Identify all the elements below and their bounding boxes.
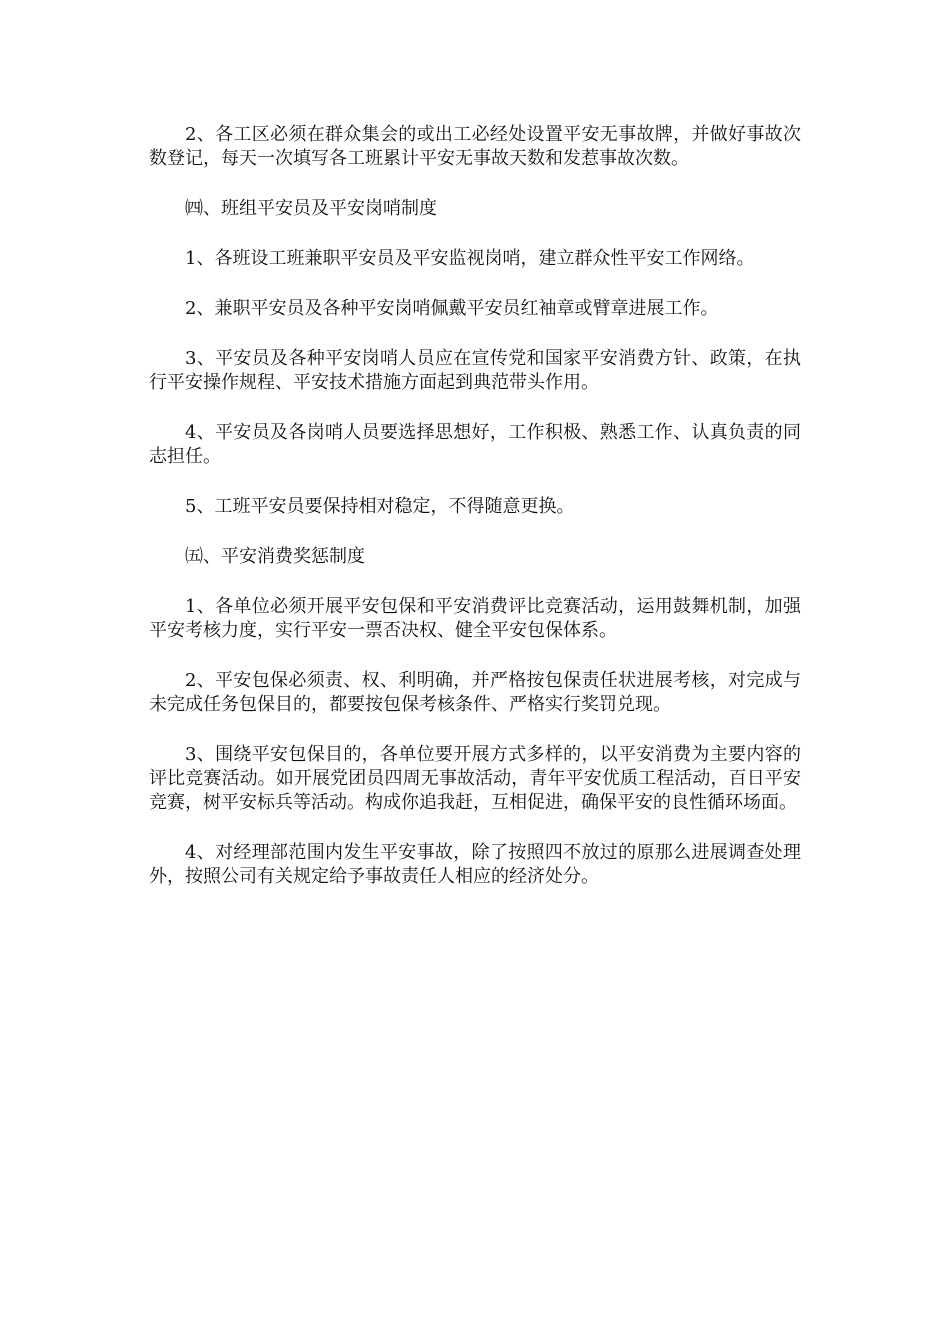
paragraph-5: 3、平安员及各种平安岗哨人员应在宣传党和国家平安消费方针、政策，在执行平安操作规程、平安技术措施方面起到典范带头作用。 [149,348,801,393]
paragraph-12: 4、对经理部范围内发生平安事故，除了按照四不放过的原那么进展调查处理外，按照公司有关规定给予事故责任人相应的经济处分。 [149,842,801,887]
document-body [149,123,801,915]
section-heading-5: ㈤、平安消费奖惩制度 [185,546,365,567]
paragraph-7: 5、工班平安员要保持相对稳定，不得随意更换。 [185,496,575,517]
paragraph-9: 1、各单位必须开展平安包保和平安消费评比竞赛活动，运用鼓舞机制，加强平安考核力度，实行平安一票否决权、健全平安包保体系。 [149,596,801,641]
paragraph-10: 2、平安包保必须责、权、利明确，并严格按包保责任状进展考核，对完成与未完成任务包保目的，都要按包保考核条件、严格实行奖罚兑现。 [149,670,801,715]
paragraph-1: 2、各工区必须在群众集会的或出工必经处设置平安无事故牌，并做好事故次数登记，每天一次填写各工班累计平安无事故天数和发惹事故次数。 [149,124,801,169]
section-heading-4: ㈣、班组平安员及平安岗哨制度 [185,198,437,219]
paragraph-4: 2、兼职平安员及各种平安岗哨佩戴平安员红袖章或臂章进展工作。 [185,298,719,319]
paragraph-6: 4、平安员及各岗哨人员要选择思想好，工作积极、熟悉工作、认真负责的同志担任。 [149,422,801,467]
paragraph-11: 3、围绕平安包保目的，各单位要开展方式多样的，以平安消费为主要内容的评比竞赛活动。如开展党团员四周无事故活动，青年平安优质工程活动，百日平安竞赛，树平安标兵等活动。构成你追我赶，互相促进，确保平安的良性循环场面。 [149,744,801,813]
paragraph-3: 1、各班设工班兼职平安员及平安监视岗哨，建立群众性平安工作网络。 [185,248,755,269]
